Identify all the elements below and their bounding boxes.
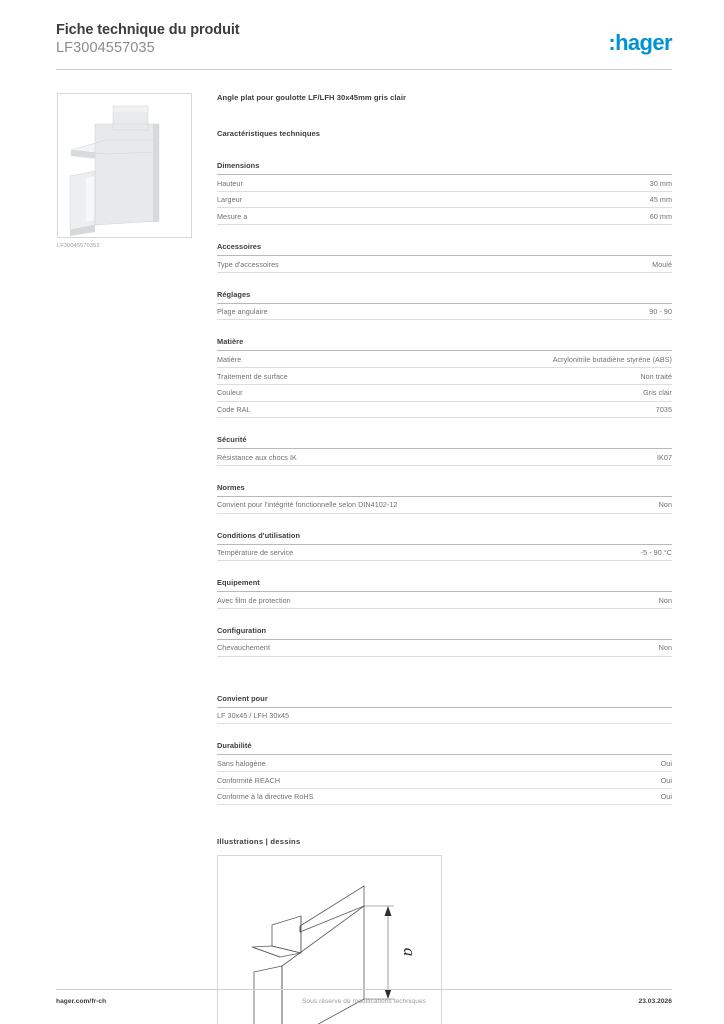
spec-label: Plage angulaire — [217, 307, 268, 317]
spec-row — [217, 402, 672, 419]
spec-row — [217, 755, 672, 772]
specs-groups — [217, 161, 672, 805]
spec-value: 45 mm — [649, 195, 672, 205]
spec-label: Conformité REACH — [217, 775, 281, 785]
spec-group — [217, 161, 672, 225]
product-image-box — [57, 93, 192, 238]
spec-group — [217, 694, 672, 725]
spec-label: Avec film de protection — [217, 595, 291, 605]
spec-row — [217, 789, 672, 806]
spec-label: Résistance aux chocs IK — [217, 452, 297, 462]
spec-group — [217, 242, 672, 273]
drawings-heading: Illustrations | dessins — [217, 837, 301, 847]
footer-website[interactable]: hager.com/fr-ch — [56, 998, 107, 1005]
spec-value: Oui — [660, 758, 672, 768]
spec-value: 30 mm — [649, 178, 672, 188]
spec-row — [217, 545, 672, 562]
footer-divider — [56, 989, 672, 990]
dimension-arrow-up — [385, 906, 392, 916]
spec-value: Non — [658, 500, 672, 510]
spec-group-title: Accessoires — [217, 242, 672, 256]
spec-row — [217, 192, 672, 209]
dimension-label: a — [400, 948, 419, 957]
spec-group — [217, 741, 672, 805]
spec-value: Moulé — [652, 259, 672, 269]
page-header — [56, 22, 672, 74]
specs-heading: Caractéristiques techniques — [217, 129, 321, 138]
spec-group — [217, 337, 672, 418]
product-name: Angle plat pour goulotte LF/LFH 30x45mm gris clair — [217, 93, 406, 102]
spec-label: Couleur — [217, 388, 243, 398]
page-footer — [56, 998, 672, 1012]
spec-value: Oui — [660, 792, 672, 802]
spec-label: Mesure a — [217, 211, 248, 221]
spec-row — [217, 351, 672, 368]
spec-row — [217, 368, 672, 385]
header-divider — [56, 69, 672, 70]
spec-group — [217, 531, 672, 562]
spec-group-title: Equipement — [217, 578, 672, 592]
spec-value: 60 mm — [649, 211, 672, 221]
spec-value: Oui — [660, 775, 672, 785]
spec-value: Non traité — [640, 371, 672, 381]
product-image-caption: LF30045570352 — [57, 243, 100, 249]
spec-group — [217, 578, 672, 609]
spec-value: Non — [658, 643, 672, 653]
spec-group-title: Convient pour — [217, 694, 672, 708]
spec-label: Chevauchement — [217, 643, 270, 653]
spec-group-title: Conditions d'utilisation — [217, 531, 672, 545]
spec-label: Température de service — [217, 548, 294, 558]
spec-group — [217, 290, 672, 321]
spec-group-title: Durabilité — [217, 741, 672, 755]
spec-row — [217, 592, 672, 609]
spec-value: 7035 — [655, 405, 672, 414]
spec-value: 90 - 90 — [649, 307, 672, 317]
spec-label: Type d'accessoires — [217, 259, 279, 269]
hager-logo: :hager — [608, 30, 672, 55]
product-reference: LF3004557035 — [56, 40, 155, 56]
spec-group-title: Configuration — [217, 626, 672, 640]
spec-label: Code RAL — [217, 405, 251, 414]
spec-row — [217, 449, 672, 466]
spec-value: Gris clair — [643, 388, 672, 398]
spec-group — [217, 626, 672, 657]
spec-row — [217, 640, 672, 657]
page-title: Fiche technique du produit — [56, 22, 240, 38]
spec-row — [217, 208, 672, 225]
spec-row — [217, 497, 672, 514]
spec-group-title: Sécurité — [217, 435, 672, 449]
spec-label: Matière — [217, 354, 242, 364]
spec-label: Sans halogène — [217, 758, 266, 768]
spec-group — [217, 435, 672, 466]
spec-label: Traitement de surface — [217, 371, 288, 381]
spec-value: Acrylonitrile butadiène styrène (ABS) — [552, 354, 672, 364]
spec-label: LF 30x45 / LFH 30x45 — [217, 711, 290, 721]
spec-label: Hauteur — [217, 178, 243, 188]
spec-group-title: Dimensions — [217, 161, 672, 175]
spec-row — [217, 304, 672, 321]
footer-date: 23.03.2026 — [638, 998, 672, 1005]
spec-label: Largeur — [217, 195, 243, 205]
product-photo — [58, 94, 191, 237]
spec-row — [217, 256, 672, 273]
spec-row — [217, 772, 672, 789]
spec-value: Non — [658, 595, 672, 605]
spec-value: IK07 — [657, 452, 672, 462]
spec-group-title: Réglages — [217, 290, 672, 304]
spec-label: Conforme à la directive RoHS — [217, 792, 314, 802]
spec-group-title: Normes — [217, 483, 672, 497]
spec-group-title: Matière — [217, 337, 672, 351]
spec-group — [217, 483, 672, 514]
spec-row — [217, 708, 672, 725]
spec-value: -5 - 90 °C — [640, 548, 672, 558]
spec-row — [217, 175, 672, 192]
spec-row — [217, 385, 672, 402]
main-content — [217, 93, 672, 1024]
spec-label: Convient pour l'intégrité fonctionnelle selon DIN4102-12 — [217, 500, 398, 510]
footer-disclaimer: Sous réserve de modifications techniques — [301, 998, 427, 1005]
